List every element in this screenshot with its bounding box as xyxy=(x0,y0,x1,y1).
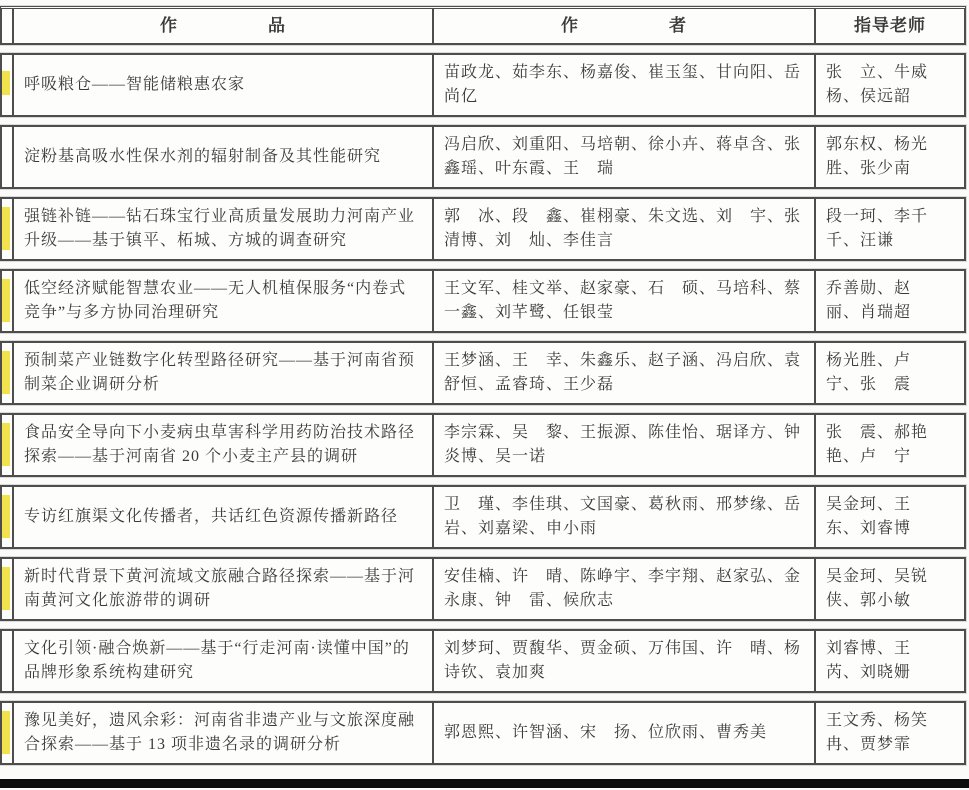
header-sliver-cell xyxy=(2,9,14,43)
header-teacher: 指导老师 xyxy=(814,9,964,43)
left-column-sliver xyxy=(2,703,14,763)
authors-list: 安佳楠、许 晴、陈峥宇、李宇翔、赵家弘、金永康、钟 雷、候欣志 xyxy=(444,567,802,609)
awards-table xyxy=(0,6,966,765)
highlight-marker xyxy=(2,567,10,610)
teachers-list: 吴金珂、王 东、刘睿博 xyxy=(814,487,964,547)
table-header-row xyxy=(0,6,966,45)
teachers-list: 王文秀、杨笑冉、贾梦霏 xyxy=(814,703,964,763)
authors-list: 刘梦珂、贾馥华、贾金硕、万伟国、许 晴、杨诗钦、袁加爽 xyxy=(444,639,802,681)
highlight-marker xyxy=(2,279,10,322)
teachers-list: 杨光胜、卢 宁、张 震 xyxy=(814,343,964,403)
highlight-marker xyxy=(2,71,10,95)
work-title: 预制菜产业链数字化转型路径研究——基于河南省预制菜企业调研分析 xyxy=(14,343,434,403)
scan-bottom-bar xyxy=(0,779,969,788)
authors-list: 冯启欣、刘重阳、马培朝、徐小卉、蒋卓含、张鑫瑶、叶东霞、王 瑞 xyxy=(444,135,802,177)
left-column-sliver xyxy=(2,55,14,115)
highlight-marker xyxy=(2,711,10,754)
table-row xyxy=(0,413,966,477)
table-row xyxy=(0,557,966,621)
table-row xyxy=(0,125,966,189)
left-column-sliver xyxy=(2,631,14,691)
left-column-sliver xyxy=(2,415,14,475)
table-row xyxy=(0,341,966,405)
highlight-marker xyxy=(2,351,10,394)
left-column-sliver xyxy=(2,559,14,619)
highlight-marker xyxy=(2,423,10,466)
authors-list: 李宗霖、吴 黎、王振源、陈佳怡、琚译方、钟炎博、吴一诺 xyxy=(444,423,802,465)
highlight-marker xyxy=(2,495,10,538)
table-row xyxy=(0,269,966,333)
table-row xyxy=(0,197,966,261)
left-column-sliver xyxy=(2,487,14,547)
header-authors: 作 者 xyxy=(561,16,687,35)
left-column-sliver xyxy=(2,343,14,403)
header-work: 作 品 xyxy=(14,9,434,43)
authors-list: 苗政龙、茹李东、杨嘉俊、崔玉玺、甘向阳、岳尚亿 xyxy=(444,63,802,105)
left-column-sliver xyxy=(2,199,14,259)
table-body xyxy=(0,53,966,765)
teachers-list: 张 立、牛威杨、侯远韶 xyxy=(814,55,964,115)
teachers-list: 刘睿博、王 芮、刘晓姗 xyxy=(814,631,964,691)
authors-list: 卫 瑾、李佳琪、文国豪、葛秋雨、邢梦缘、岳 岩、刘嘉梁、申小雨 xyxy=(444,495,819,537)
authors-list: 王梦涵、王 幸、朱鑫乐、赵子涵、冯启欣、袁舒恒、孟睿琦、王少磊 xyxy=(444,351,802,393)
work-title: 文化引领·融合焕新——基于“行走河南·读懂中国”的品牌形象系统构建研究 xyxy=(14,631,434,691)
work-title: 专访红旗渠文化传播者，共话红色资源传播新路径 xyxy=(14,487,434,547)
teachers-list: 段一珂、李千千、汪谦 xyxy=(814,199,964,259)
left-column-sliver xyxy=(2,127,14,187)
authors-list: 王文军、桂文举、赵家豪、石 硕、马培科、蔡一鑫、刘芊鹭、任银莹 xyxy=(444,279,802,321)
table-row xyxy=(0,53,966,117)
left-column-sliver xyxy=(2,271,14,331)
authors-list: 郭恩熙、许智涵、宋 扬、位欣雨、曹秀美 xyxy=(444,723,768,741)
table-row xyxy=(0,701,966,765)
teachers-list: 郭东权、杨光胜、张少南 xyxy=(814,127,964,187)
work-title: 淀粉基高吸水性保水剂的辐射制备及其性能研究 xyxy=(14,127,434,187)
highlight-marker xyxy=(2,207,10,250)
authors-list: 郭 冰、段 鑫、崔栩豪、朱文选、刘 宇、张清博、刘 灿、李佳言 xyxy=(444,207,802,249)
work-title: 豫见美好，遗风余彩：河南省非遗产业与文旅深度融合探索——基于 13 项非遗名录的调研分析 xyxy=(14,703,434,763)
work-title: 新时代背景下黄河流域文旅融合路径探索——基于河南黄河文化旅游带的调研 xyxy=(14,559,434,619)
teachers-list: 张 震、郝艳艳、卢 宁 xyxy=(814,415,964,475)
work-title: 食品安全导向下小麦病虫草害科学用药防治技术路径探索——基于河南省 20 个小麦主产县的调研 xyxy=(14,415,434,475)
teachers-list: 乔善勋、赵 丽、肖瑞超 xyxy=(814,271,964,331)
work-title: 强链补链——钻石珠宝行业高质量发展助力河南产业升级——基于镇平、柘城、方城的调查研究 xyxy=(14,199,434,259)
work-title: 呼吸粮仓——智能储粮惠农家 xyxy=(14,55,434,115)
table-row xyxy=(0,485,966,549)
teachers-list: 吴金珂、吴锐侠、郭小敏 xyxy=(814,559,964,619)
table-row xyxy=(0,629,966,693)
work-title: 低空经济赋能智慧农业——无人机植保服务“内卷式竞争”与多方协同治理研究 xyxy=(14,271,434,331)
